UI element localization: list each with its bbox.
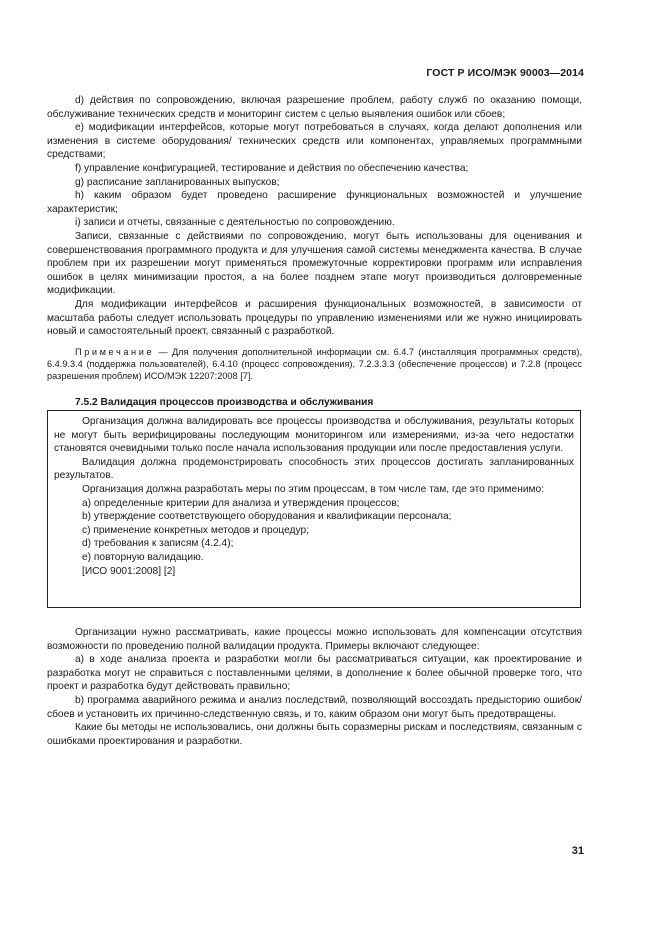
paragraph-g: g) расписание запланированных выпусков; bbox=[75, 176, 280, 188]
section-title: 7.5.2 Валидация процессов производства и обслуживания bbox=[75, 397, 374, 408]
box-list-item: d) требования к записям (4.2.4); bbox=[82, 538, 234, 550]
paragraph-h: h) каким образом будет проведено расширение функциональных возможностей и улучшение характеристик; bbox=[47, 190, 582, 215]
note bbox=[47, 346, 582, 382]
paragraph-e: e) модификации интерфейсов, которые могут потребоваться в случаях, когда делают дополнения или изменения в системе оборудования/ технических средств или компонентах, управляемых программными средствами; bbox=[47, 122, 582, 161]
box-paragraph-3: Организация должна разработать меры по этим процессам, в том числе там, где это применимо: bbox=[82, 483, 545, 495]
paragraph-d: d) действия по сопровождению, включая разрешение проблем, работу служб по оказанию помощи, обслуживание технических средств и мониторинг систем с целью выявления ошибок или сбоев; bbox=[47, 95, 582, 120]
paragraph-i: i) записи и отчеты, связанные с деятельностью по сопровождению. bbox=[75, 217, 395, 229]
bottom-paragraph-2: Какие бы методы не использовались, они должны быть соразмерны рискам и последствиям, связанным с ошибками проектирования и разработки. bbox=[47, 722, 582, 747]
note-label: Примечание bbox=[75, 346, 155, 357]
box-reference: [ИСО 9001:2008] [2] bbox=[82, 565, 176, 577]
bottom-paragraph-1: Организации нужно рассматривать, какие процессы можно использовать для компенсации отсутствия возможности по проведению полной валидации продукта. Примеры включают следующее: bbox=[47, 627, 582, 652]
box-list-item: c) применение конкретных методов и процедур; bbox=[82, 524, 309, 536]
paragraph-modifications: Для модификации интерфейсов и расширения функциональных возможностей, в зависимости от масштаба работы следует использовать процедуры по управлению изменениями или же нужно инициировать новый и самостоятельный проект, связанный с разработкой. bbox=[47, 298, 582, 338]
box-list-item: e) повторную валидацию. bbox=[82, 551, 204, 563]
top-text-block bbox=[47, 94, 582, 382]
box-list-item: a) определенные критерии для анализа и утверждения процессов; bbox=[82, 497, 400, 509]
paragraph-records: Записи, связанные с действиями по сопровождению, могут быть использованы для оценивания и совершенствования программного продукта и для улучшения самой системы менеджмента качества. В случае проблем при их разрешении могут применяться промежуточные корректировки программ или исправления ошибок в целях минимизации простоя, а на более позднем этапе могут производиться долговременные модификации. bbox=[47, 230, 582, 297]
bottom-paragraph-a: a) в ходе анализа проекта и разработки могли бы рассматриваться ситуации, как проектирование и разработка могут не справиться с поставленными целями, в дополнение к более обычной проверке того, что проект и разработка будут действовать правильно; bbox=[47, 654, 582, 693]
document-header: ГОСТ Р ИСО/МЭК 90003—2014 bbox=[426, 67, 584, 79]
quoted-standard-box bbox=[47, 410, 581, 608]
note-text: — Для получения дополнительной информации см. 6.4.7 (инсталляция программных средств), 6.4.9.3.4 (поддержка пользователей), 6.4.10 (процесс сопровождения), 7.2.3.3.3 (обеспечение процессов) и 7.2.8 (процесс разрешения проблем) ИСО/МЭК 12207:2008 [7]. bbox=[47, 346, 582, 381]
bottom-text-block bbox=[47, 626, 582, 748]
page-number: 31 bbox=[571, 845, 584, 857]
box-paragraph-2: Валидация должна продемонстрировать способность этих процессов достигать запланированных результатов. bbox=[54, 456, 574, 482]
box-list-item: b) утверждение соответствующего оборудования и квалификации персонала; bbox=[82, 511, 452, 523]
paragraph-f: f) управление конфигурацией, тестирование и действия по обеспечению качества; bbox=[75, 162, 469, 174]
bottom-paragraph-b: b) программа аварийного режима и анализ последствий, позволяющий воссоздать предысторию ошибок/сбоев и установить их причинно-следственную связь, и то, каким образом они могут быть предотвращены. bbox=[47, 694, 582, 720]
box-paragraph-1: Организация должна валидировать все процессы производства и обслуживания, результаты которых не могут быть верифицированы последующим мониторингом или измерениями, из-за чего недостатки становятся очевидными только после начала использования продукции или после предоставления услуги. bbox=[54, 416, 574, 455]
